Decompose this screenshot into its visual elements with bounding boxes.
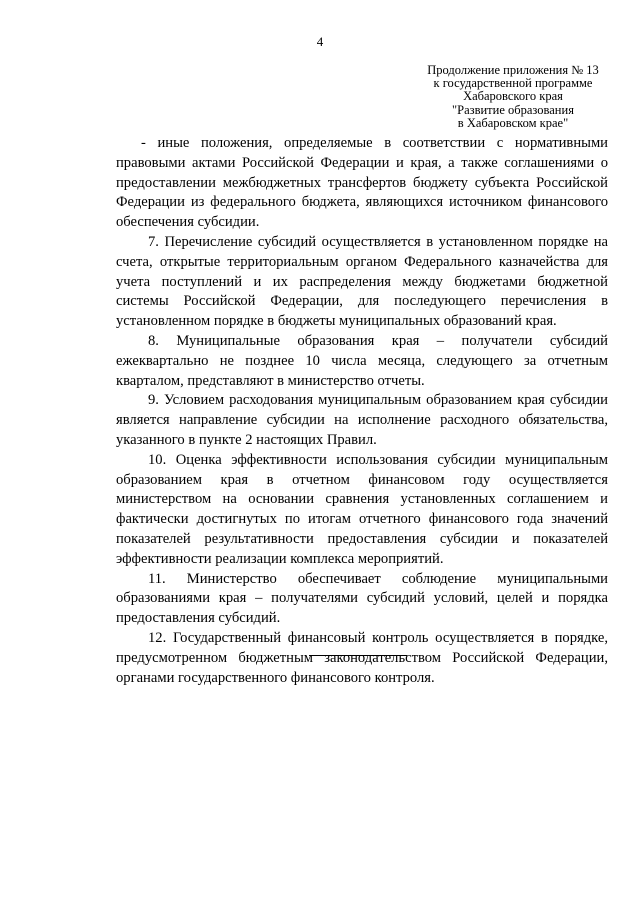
- appendix-header: [418, 64, 608, 130]
- appendix-header-line: Хабаровского края: [463, 89, 563, 104]
- paragraph-11: 11. Министерство обеспечивает соблюдение муниципальными образованиями края – получателями субсидий условий, целей и порядка предоставления субсидий.: [116, 570, 608, 627]
- appendix-header-line: Продолжение приложения № 13: [427, 63, 599, 77]
- appendix-header-line: в Хабаровском крае": [457, 115, 569, 130]
- paragraph-8: 8. Муниципальные образования края – получатели субсидий ежеквартально не позднее 10 числа месяца, следующего за отчетным кварталом, представляют в министерство отчеты.: [116, 332, 608, 389]
- paragraph-10: 10. Оценка эффективности использования субсидии муниципальным образованием края в отчетном финансовом году осуществляется министерством на основании сравнения установленных соглашением и фактически достигнутых по итогам отчетного финансового года значений показателей результативности предоставления субсидии и показателей эффективности реализации комплекса мероприятий.: [116, 451, 608, 567]
- paragraph-7: 7. Перечисление субсидий осуществляется в установленном порядке на счета, открытые территориальным органом Федерального казначейства для учета поступлений и их распределения между бюджетами бюджетной системы Российской Федерации, для последующего перечисления в установленном порядке в бюджеты муниципальных образований края.: [116, 233, 608, 330]
- document-body: [116, 134, 608, 688]
- paragraph-9: 9. Условием расходования муниципальным образованием края субсидии является направление субсидии на исполнение расходного обязательства, указанного в пункте 2 настоящих Правил.: [116, 392, 608, 448]
- closing-divider: [309, 655, 407, 656]
- page-number: 4: [316, 34, 324, 49]
- paragraph-12: 12. Государственный финансовый контроль осуществляется в порядке, предусмотренном бюджетным законодательством Российской Федерации, органами государственного финансового контроля.: [116, 629, 608, 686]
- appendix-header-line: к государственной программе: [433, 76, 593, 91]
- paragraph-other-provisions: - иные положения, определяемые в соответствии с нормативными правовыми актами Российской Федерации и края, а также соглашениями о предоставлении межбюджетных трансфертов бюджету субъекта Российской Федерации из федерального бюджета, являющихся источником финансового обеспечения субсидии.: [116, 135, 608, 231]
- appendix-header-line: "Развитие образования: [452, 102, 574, 117]
